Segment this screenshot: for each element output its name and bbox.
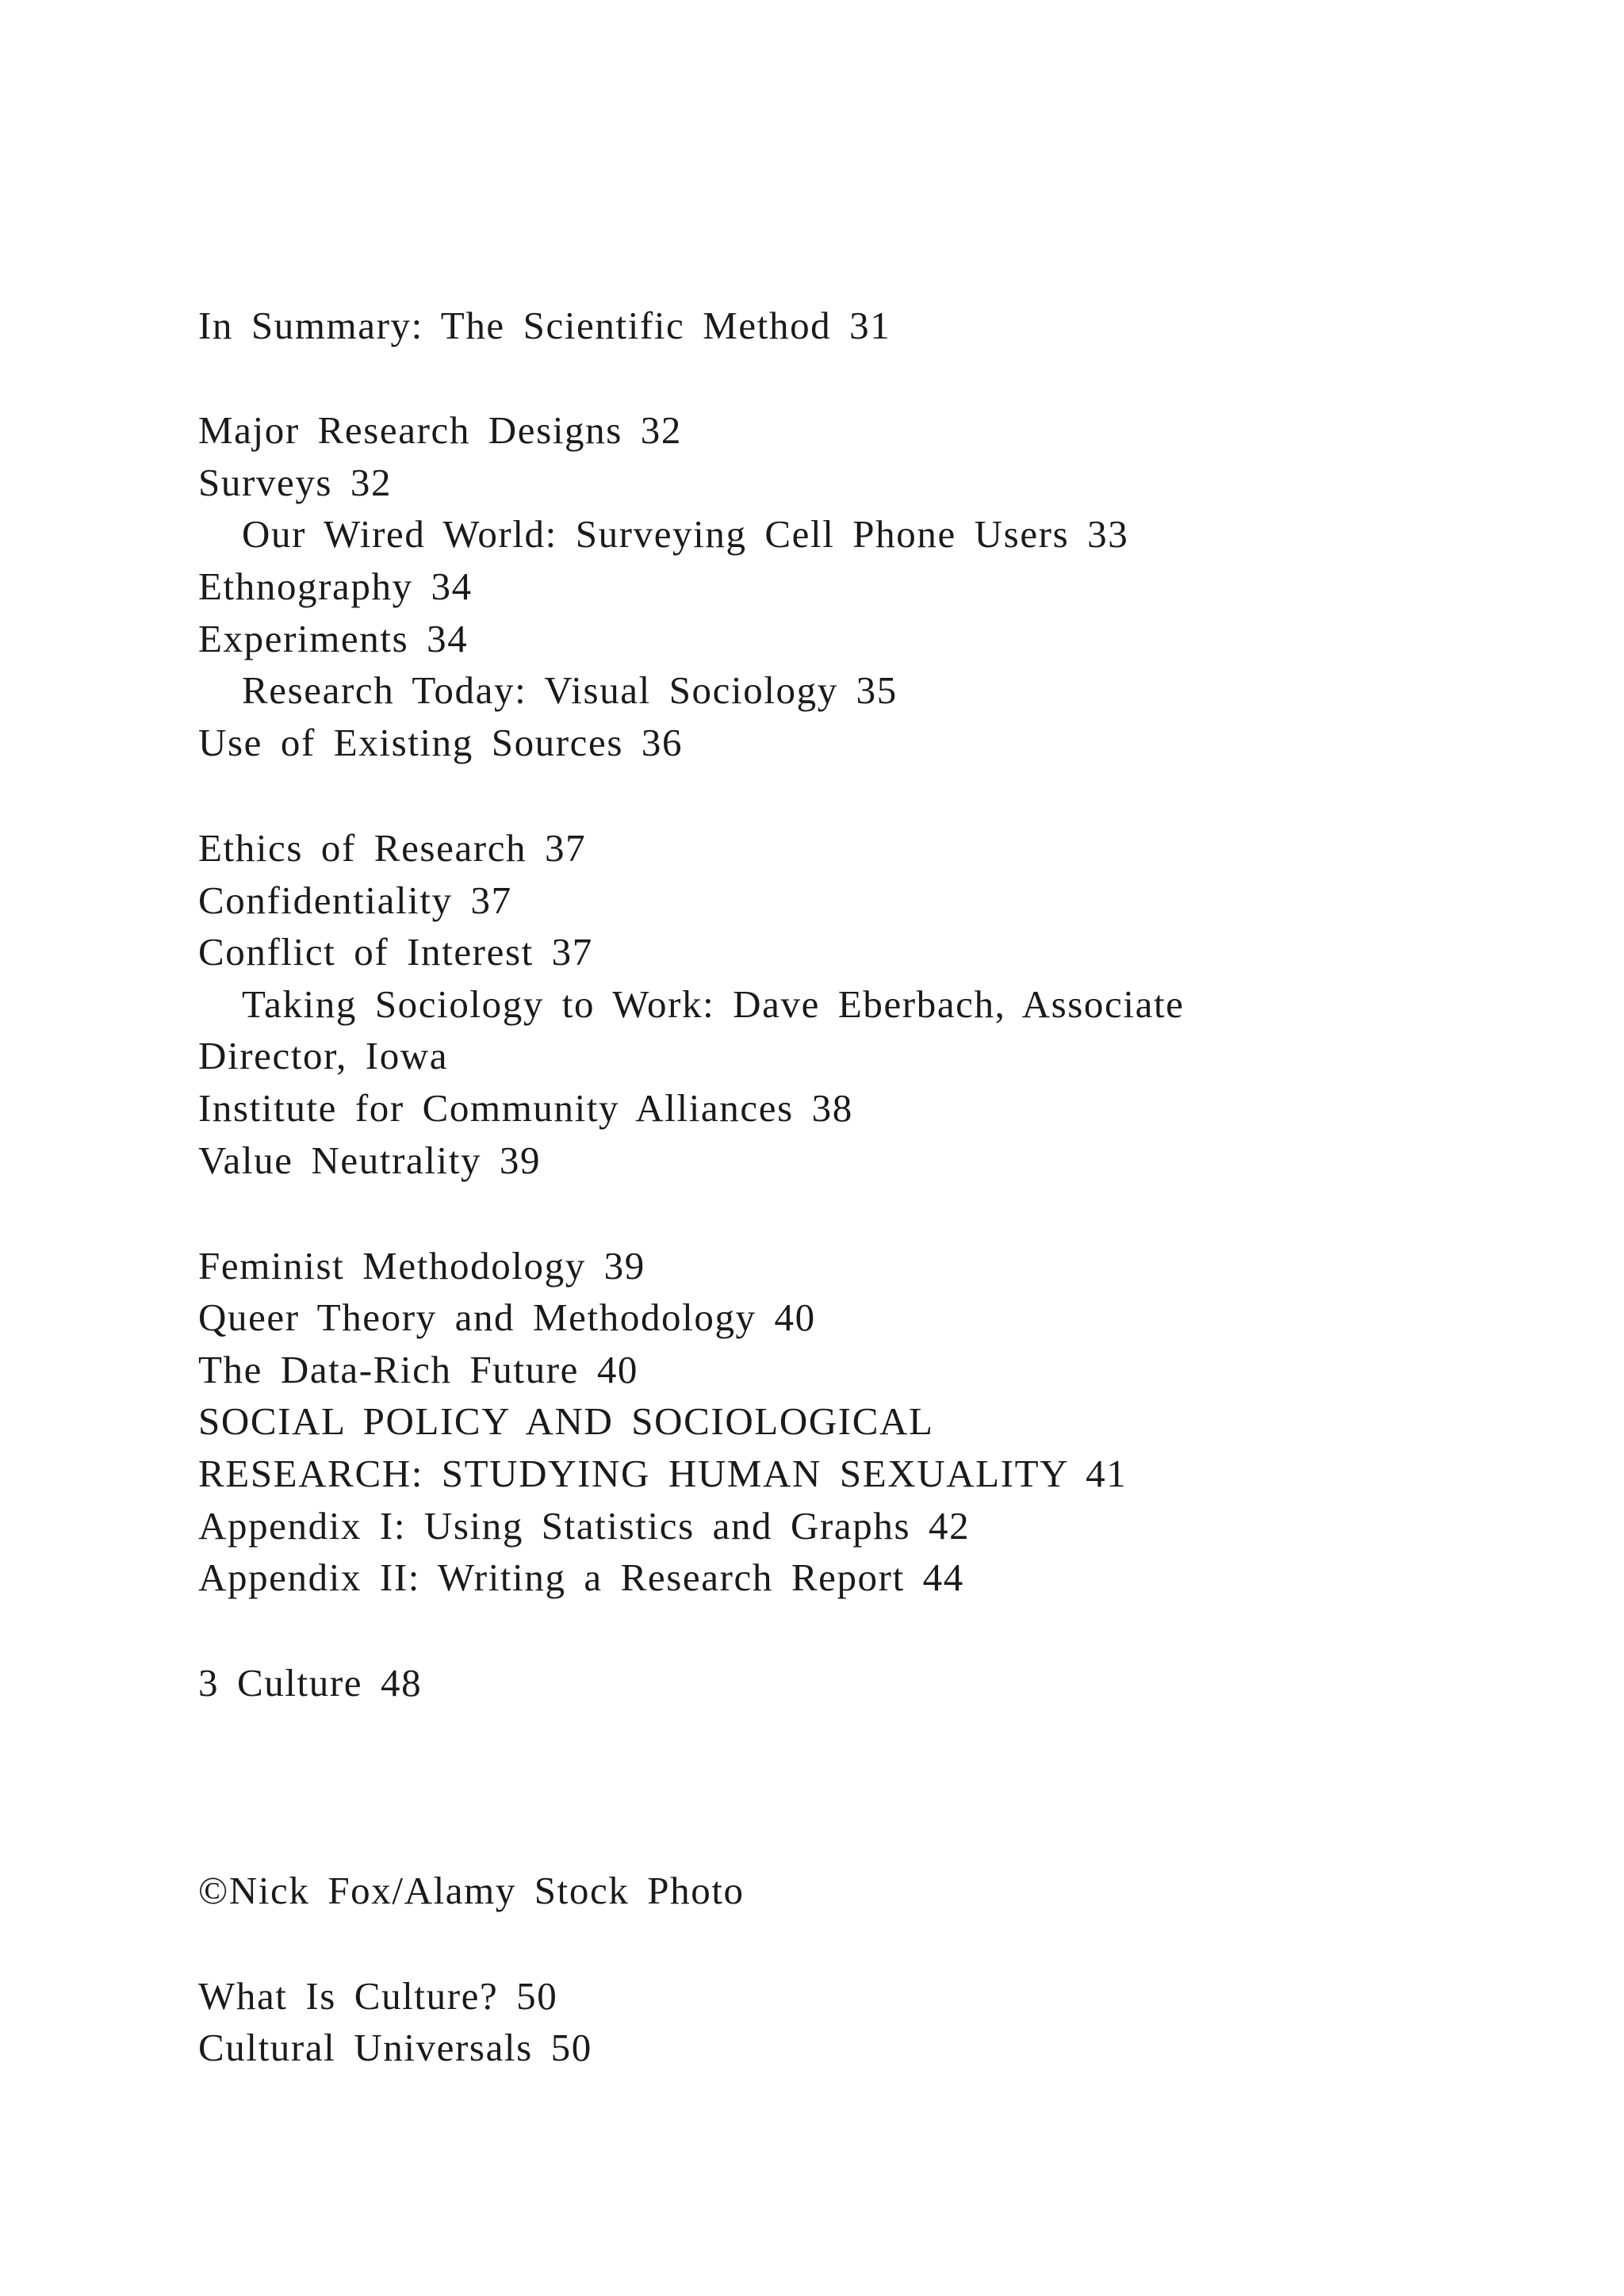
toc-section-data-rich-future: The Data-Rich Future 40 (198, 1348, 639, 1391)
toc-entry-confidentiality: Confidentiality 37 (198, 878, 512, 922)
toc-feature-continuation-1: Director, Iowa (198, 1034, 449, 1077)
toc-entry-ethnography: Ethnography 34 (198, 564, 473, 608)
toc-entry-experiments: Experiments 34 (198, 617, 469, 660)
toc-appendix-2: Appendix II: Writing a Research Report 44 (198, 1556, 964, 1599)
toc-section-major-research-designs: Major Research Designs 32 (198, 408, 682, 452)
toc-feature-our-wired-world: Our Wired World: Surveying Cell Phone Users 33 (242, 512, 1129, 556)
toc-entry-surveys: Surveys 32 (198, 461, 393, 504)
toc-chapter-3-culture: 3 Culture 48 (198, 1661, 423, 1705)
toc-feature-continuation-2: Institute for Community Alliances 38 (198, 1086, 853, 1130)
toc-appendix-1: Appendix I: Using Statistics and Graphs 42 (198, 1504, 971, 1548)
toc-section-feminist-methodology: Feminist Methodology 39 (198, 1244, 645, 1288)
toc-entry-in-summary: In Summary: The Scientific Method 31 (198, 304, 891, 347)
toc-entry-existing-sources: Use of Existing Sources 36 (198, 721, 684, 764)
toc-section-queer-theory: Queer Theory and Methodology 40 (198, 1295, 816, 1339)
toc-entry-value-neutrality: Value Neutrality 39 (198, 1138, 542, 1182)
photo-credit: ©Nick Fox/Alamy Stock Photo (198, 1869, 745, 1912)
toc-section-what-is-culture: What Is Culture? 50 (198, 1974, 558, 2018)
toc-feature-taking-sociology: Taking Sociology to Work: Dave Eberbach, Associate (242, 982, 1185, 1026)
toc-entry-conflict-of-interest: Conflict of Interest 37 (198, 930, 593, 974)
toc-section-ethics: Ethics of Research 37 (198, 826, 587, 870)
toc-social-policy-line-1: SOCIAL POLICY AND SOCIOLOGICAL (198, 1399, 934, 1443)
toc-entry-cultural-universals: Cultural Universals 50 (198, 2026, 592, 2069)
toc-feature-research-today: Research Today: Visual Sociology 35 (242, 668, 898, 712)
toc-social-policy-line-2: RESEARCH: STUDYING HUMAN SEXUALITY 41 (198, 1452, 1128, 1495)
